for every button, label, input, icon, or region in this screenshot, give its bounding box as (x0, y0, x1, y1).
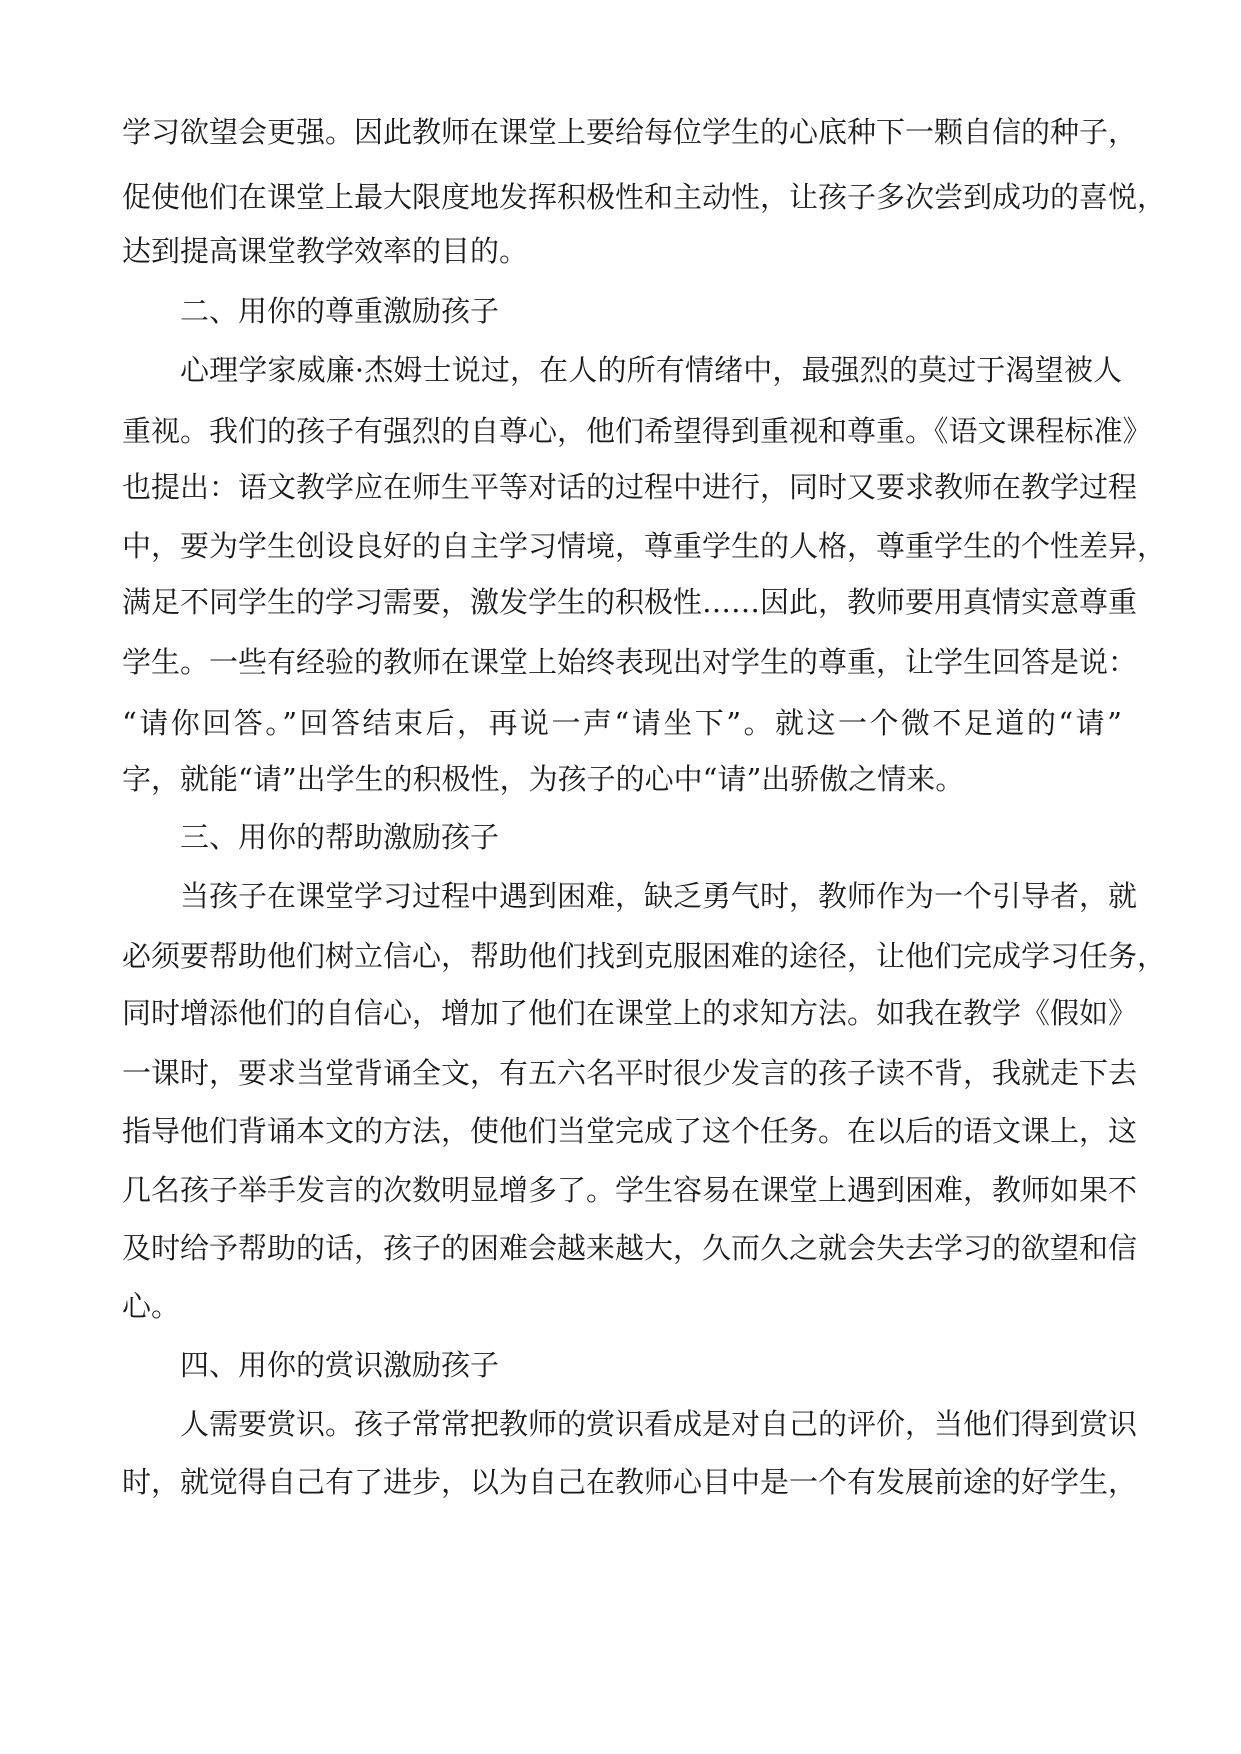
text-line: 达到提高课堂教学效率的目的。 (122, 234, 529, 268)
text-line: 促使他们在课堂上最大限度地发挥积极性和主动性，让孩子多次尝到成功的喜悦， (122, 180, 1167, 214)
text-line: 心理学家威廉·杰姆士说过，在人的所有情绪中，最强烈的莫过于渴望被人 (180, 353, 1122, 387)
text-line: 满足不同学生的学习需要，激发学生的积极性……因此，教师要用真情实意尊重 (122, 585, 1138, 619)
text-line: “请你回答。”回答结束后，再说一声“请坐下”。就这一个微不足道的“请” (122, 706, 1122, 740)
text-line: 同时增添他们的自信心，增加了他们在课堂上的求知方法。如我在教学《假如》 (122, 996, 1138, 1030)
text-line: 指导他们背诵本文的方法，使他们当堂完成了这个任务。在以后的语文课上，这 (122, 1114, 1138, 1148)
text-line: 必须要帮助他们树立信心，帮助他们找到克服困难的途径，让他们完成学习任务， (122, 939, 1167, 973)
text-line: 重视。我们的孩子有强烈的自尊心，他们希望得到重视和尊重。《语文课程标准》 (122, 414, 1152, 448)
text-line: 一课时，要求当堂背诵全文，有五六名平时很少发言的孩子读不背，我就走下去 (122, 1056, 1138, 1090)
text-line: 字，就能“请”出学生的积极性，为孩子的心中“请”出骄傲之情来。 (122, 762, 965, 796)
section-heading: 四、用你的赏识激励孩子 (180, 1348, 500, 1382)
text-line: 心。 (122, 1289, 181, 1323)
text-line: 中，要为学生创设良好的自主学习情境，尊重学生的人格，尊重学生的个性差异， (122, 529, 1167, 563)
text-line: 学习欲望会更强。因此教师在课堂上要给每位学生的心底种下一颗自信的种子， (122, 115, 1138, 149)
text-line: 时，就觉得自己有了进步，以为自己在教师心目中是一个有发展前途的好学生， (122, 1465, 1138, 1499)
text-line: 及时给予帮助的话，孩子的困难会越来越大，久而久之就会失去学习的欲望和信 (122, 1231, 1138, 1265)
text-line: 学生。一些有经验的教师在课堂上始终表现出对学生的尊重，让学生回答是说： (122, 645, 1138, 679)
text-line: 几名孩子举手发言的次数明显增多了。学生容易在课堂上遇到困难，教师如果不 (122, 1173, 1138, 1207)
section-heading: 三、用你的帮助激励孩子 (180, 820, 500, 854)
text-line: 当孩子在课堂学习过程中遇到困难，缺乏勇气时，教师作为一个引导者，就 (180, 879, 1138, 913)
text-line: 也提出：语文教学应在师生平等对话的过程中进行，同时又要求教师在教学过程 (122, 470, 1138, 504)
text-line: 人需要赏识。孩子常常把教师的赏识看成是对自己的评价，当他们得到赏识 (180, 1407, 1138, 1441)
section-heading: 二、用你的尊重激励孩子 (180, 294, 500, 328)
